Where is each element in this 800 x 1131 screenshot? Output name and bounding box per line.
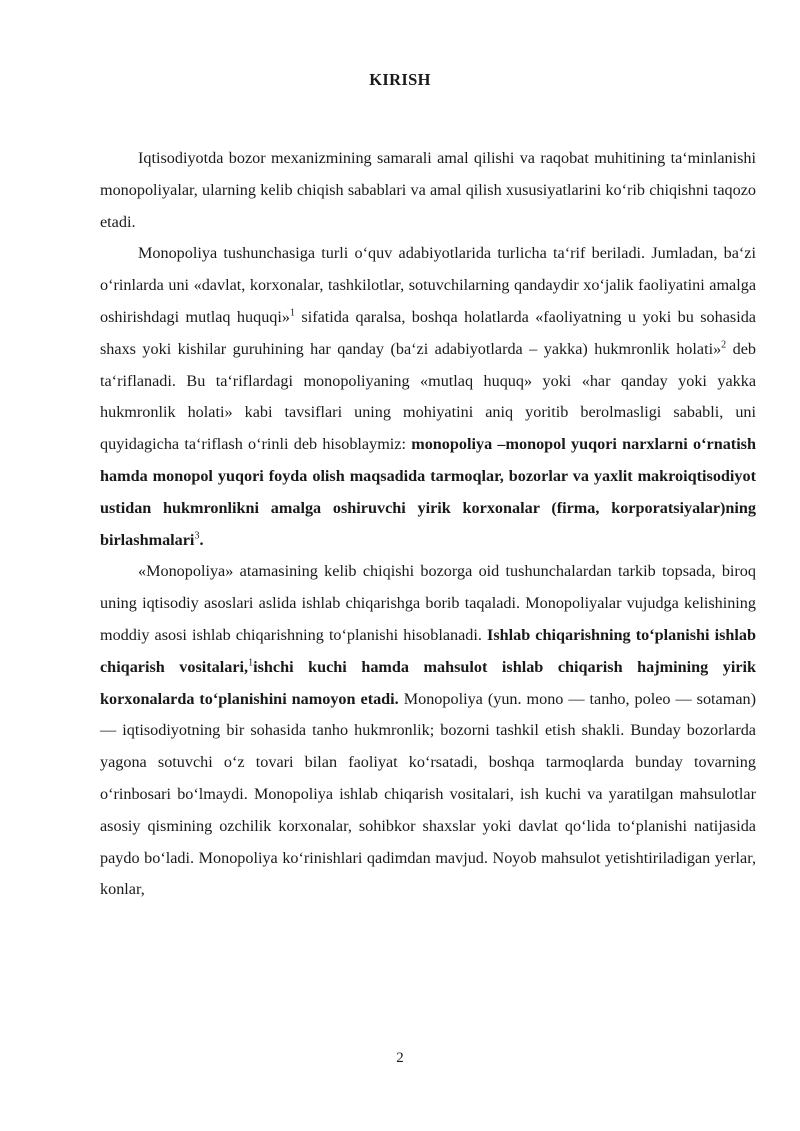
definition-end: .: [199, 530, 204, 549]
paragraph-text: Monopoliya (yun. mono — tanho, poleo — sotaman) — iqtisodiyotning bir sohasida tanho hukmronlik; bozorni tashkil etish shakli. Bunday bozorlarda yagona sotuvchi o‘z tovari bilan faoliyat ko‘rsatadi, boshqa tarmoqlarda bunday tovarning o‘rinbosari bo‘lmaydi. Monopoliya ishlab chiqarish vositalari, ish kuchi va yaratilgan mahsulotlar asosiy qismining ozchilik korxonalar, sohibkor shaxslar yoki davlat qo‘lida to‘planishi natijasida paydo bo‘ladi. Monopoliya ko‘rinishlari qadimdan mavjud. Noyob mahsulot yetishtiriladigan yerlar, konlar,: [100, 689, 756, 899]
footnote-ref: 1: [248, 657, 254, 669]
paragraph-text: deb ta‘riflanadi. Bu ta‘riflardagi monopoliyaning «mutlaq huquq» yoki «har qanday yoki yakka hukmronlik holati» kabi tavsiflari uning mohiyatini aniq yoritib berolmasligi sababli, uni quyidagicha ta‘riflash o‘rinli deb hisoblaymiz:: [100, 339, 756, 454]
footnote-ref: 2: [721, 339, 727, 351]
definition-bold: monopoliya –monopol yuqori narxlarni o‘rnatish hamda monopol yuqori foyda olish maqsadida tarmoqlar, bozorlar va yaxlit makroiqtisodiyot ustidan hukmronlikni amalga oshiruvchi yirik korxonalar (firma, korporatsiyalar)ning birlashmalari: [100, 435, 756, 549]
concentration-bold: Ishlab chiqarishning to‘planishi ishlab chiqarish vositalari,: [100, 625, 756, 676]
page-title: KIRISH: [369, 70, 431, 89]
paragraph-text: Monopoliya tushunchasiga turli o‘quv adabiyotlarida turlicha ta‘rif beriladi. Jumladan, ba‘zi o‘rinlarda uni «davlat, korxonalar, tashkilotlar, sotuvchilarning qandaydir xo‘jalik faoliyatini amalga oshirishdagi mutlaq huquqi»: [100, 244, 756, 326]
paragraph-definition: [100, 238, 756, 556]
paragraph-origin: [100, 556, 756, 906]
footnote-ref: 1: [290, 307, 295, 319]
paragraph-text: «Monopoliya» atamasining kelib chiqishi bozorga oid tushunchalardan tarkib topsada, biroq uning iqtisodiy asoslari aslida ishlab chiqarishga borib taqaladi. Monopoliyalar vujudga kelishining moddiy asosi ishlab chiqarishning to‘planishi hisoblanadi.: [100, 562, 756, 644]
page-number: 2: [396, 1050, 404, 1066]
paragraph-intro: Iqtisodiyotda bozor mexanizmining samarali amal qilishi va raqobat muhitining ta‘minlanishi monopoliyalar, ularning kelib chiqish sabablari va amal qilish xususiyatlarini ko‘rib chiqishni taqozo etadi.: [100, 149, 756, 231]
concentration-bold-cont: ishchi kuchi hamda mahsulot ishlab chiqarish hajmining yirik korxonalarda to‘planishini namoyon etadi.: [100, 657, 757, 708]
document-body: [100, 143, 756, 906]
paragraph-text: sifatida qaralsa, boshqa holatlarda «faoliyatning u yoki bu sohasida shaxs yoki kishilar guruhining har qanday (ba‘zi adabiyotlarda – yakka) hukmronlik holati»: [100, 307, 756, 358]
footnote-ref: 3: [194, 530, 200, 542]
